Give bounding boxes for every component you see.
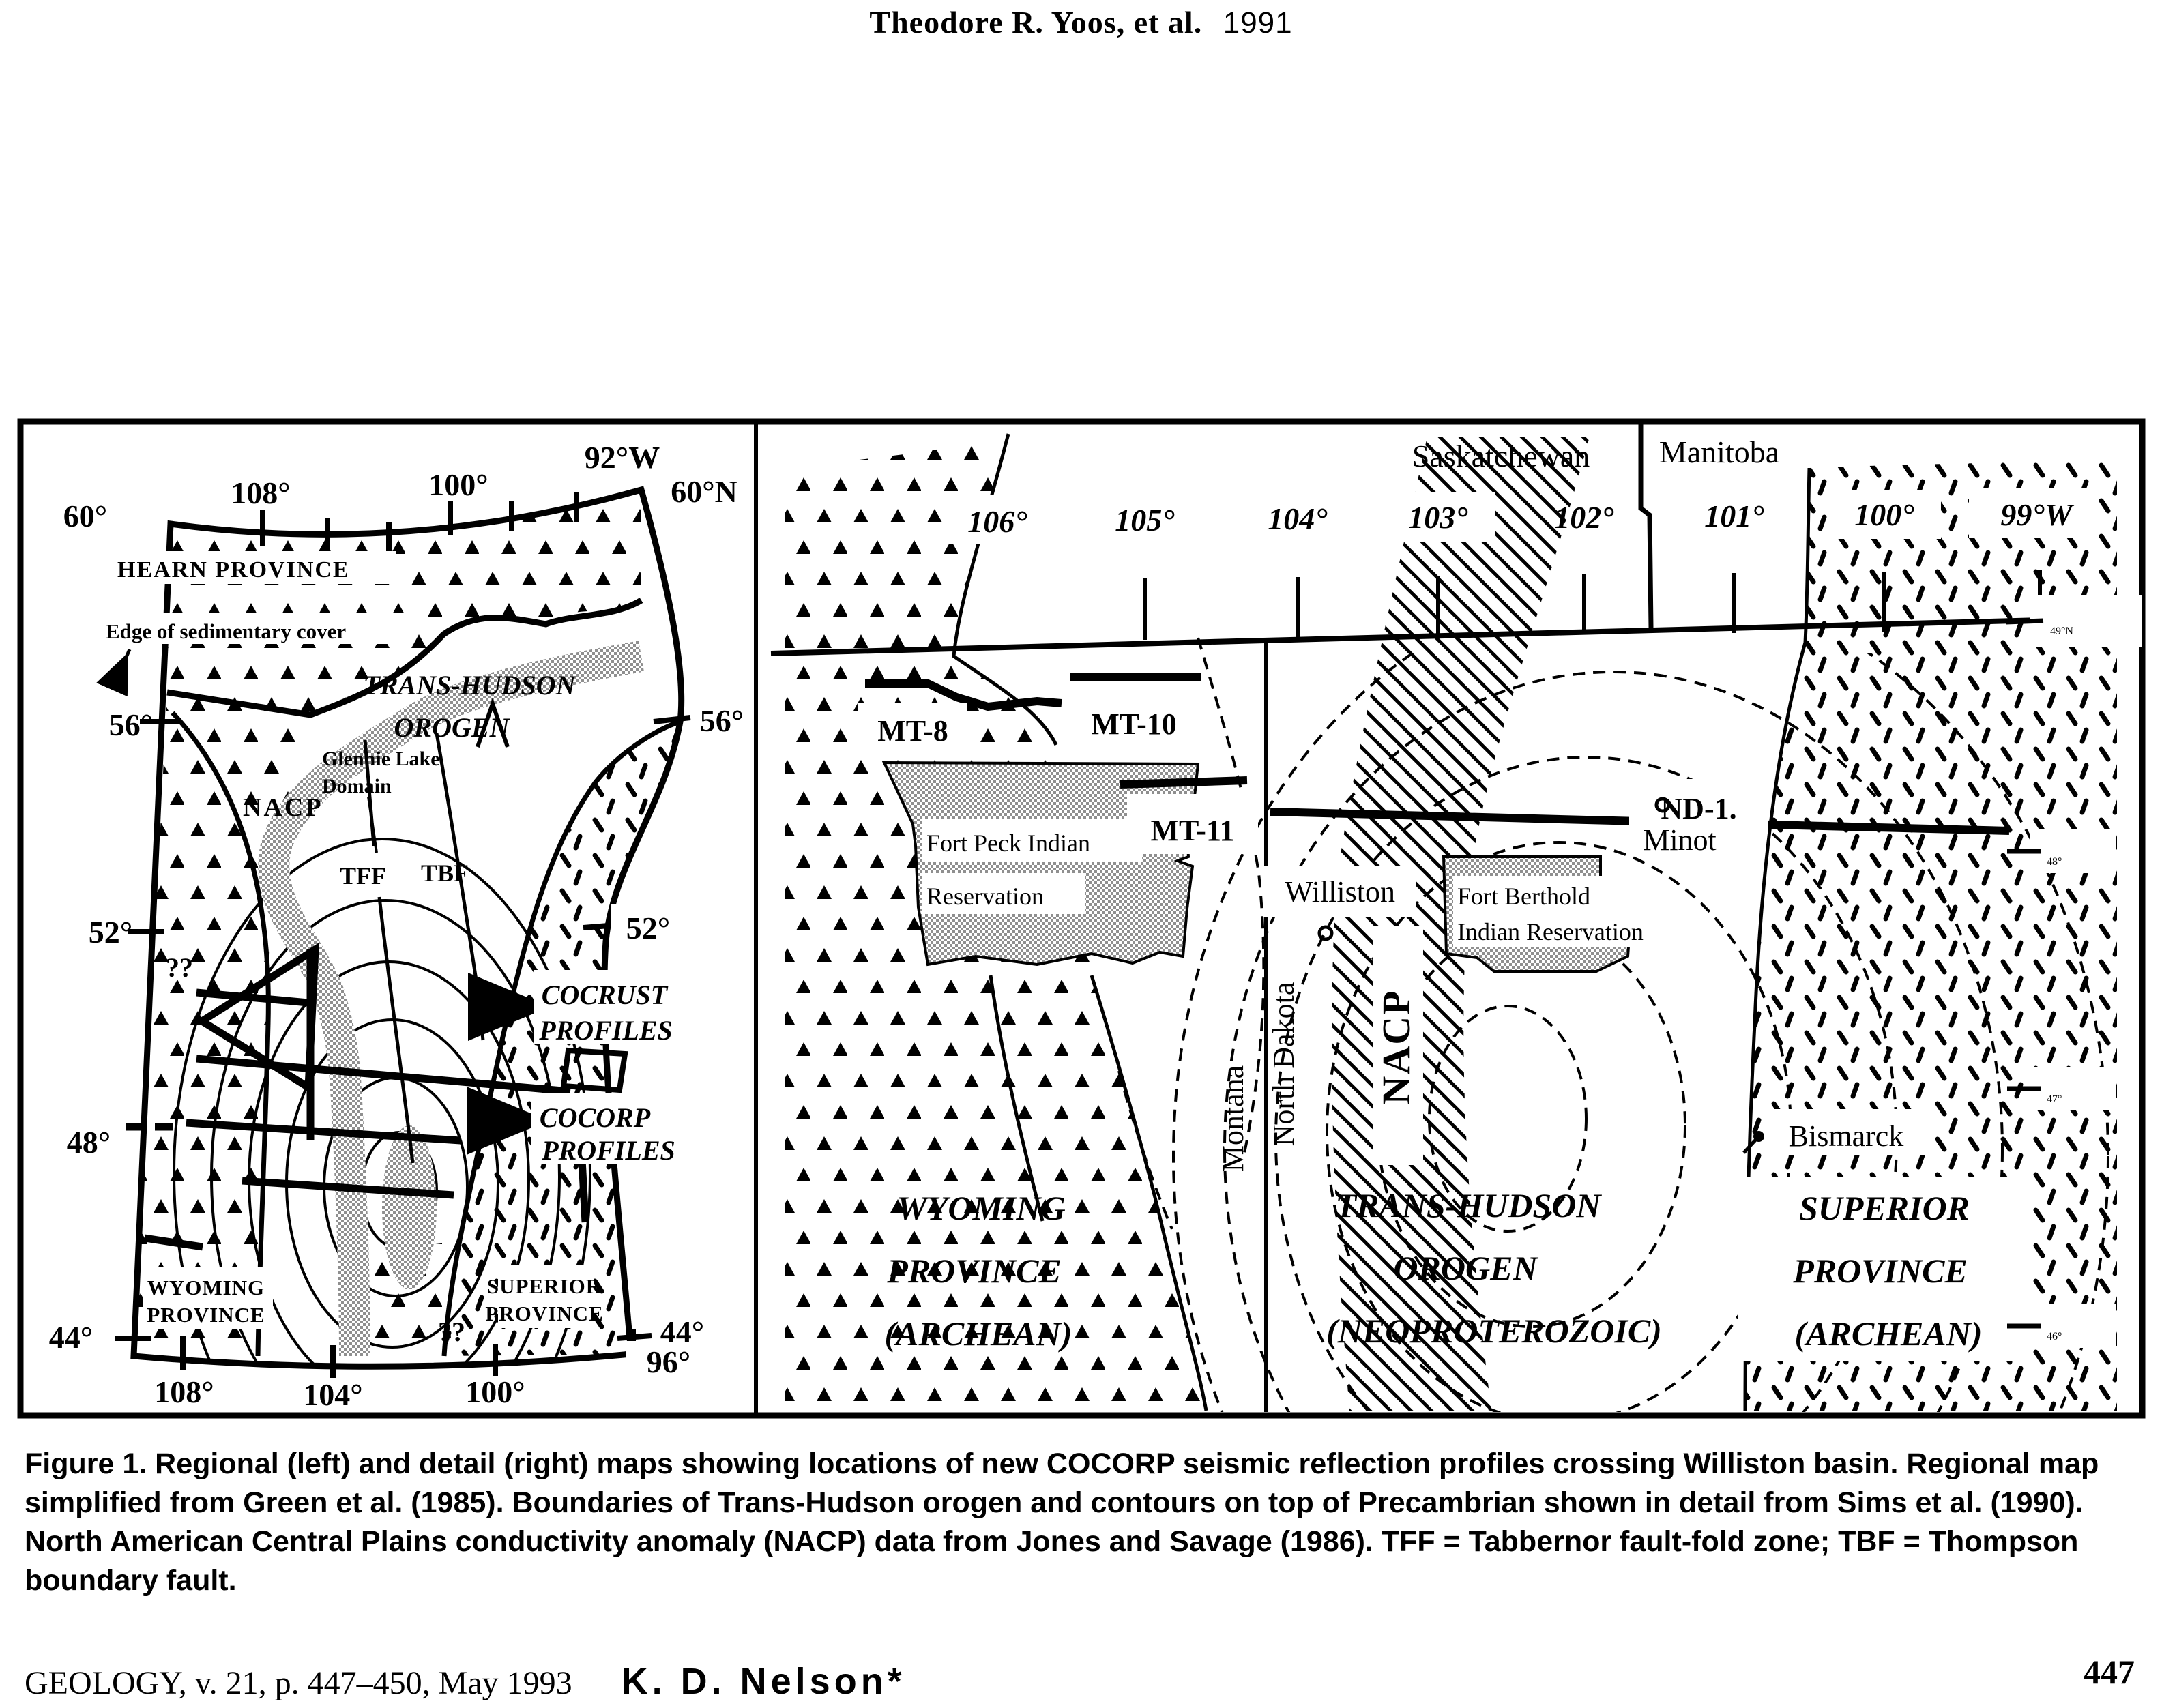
left-lat-52-e: 52° xyxy=(626,911,671,945)
montana-label: Montana xyxy=(1216,1065,1250,1173)
trans-hudson-province-3: (NEOPROTEROZOIC) xyxy=(1326,1312,1662,1350)
trans-hudson-label-2: OROGEN xyxy=(394,712,510,743)
wyoming-province-2: PROVINCE xyxy=(887,1252,1062,1290)
lon-105: 105° xyxy=(1115,503,1175,538)
lon-104: 104° xyxy=(1268,501,1328,536)
left-lon-100-top: 100° xyxy=(428,467,488,502)
lon-106: 106° xyxy=(967,504,1027,539)
minot-label: Minot xyxy=(1643,823,1717,857)
superior-label-left-1: SUPERIOR xyxy=(486,1274,602,1298)
left-lon-96-bot: 96° xyxy=(646,1344,691,1379)
cocrust-label-1: COCRUST xyxy=(541,980,668,1010)
left-lon-92w: 92°W xyxy=(584,440,660,475)
fort-berthold-label-1: Fort Berthold xyxy=(1457,883,1590,910)
mt8-label: MT-8 xyxy=(877,714,948,748)
wyoming-province-1: WYOMING xyxy=(896,1189,1066,1227)
cocorp-label-1: COCORP xyxy=(539,1102,651,1133)
band-blob xyxy=(382,1125,437,1289)
lon-101: 101° xyxy=(1704,499,1764,533)
nacp-label-right: NACP xyxy=(1374,989,1418,1105)
tff-label: TFF xyxy=(340,862,386,889)
left-lat-52-w: 52° xyxy=(88,915,133,949)
left-lat-56-e: 56° xyxy=(699,703,744,738)
running-head-year: 1991 xyxy=(1223,6,1293,40)
superior-province-1: SUPERIOR xyxy=(1798,1189,1970,1227)
hearn-province-label: HEARN PROVINCE xyxy=(117,557,350,583)
lon-100: 100° xyxy=(1854,497,1914,532)
mt11-label: MT-11 xyxy=(1150,814,1235,847)
caption-line-3: North American Central Plains conductivity anomaly (NACP) data from Jones and Savage (1986). TFF = Tabbernor fault-fold zone; TBF = Thompson xyxy=(25,1525,2079,1558)
left-lon-104-bot: 104° xyxy=(303,1377,363,1412)
left-lon-100-bot: 100° xyxy=(465,1374,525,1409)
journal-citation: GEOLOGY, v. 21, p. 447–450, May 1993 xyxy=(25,1665,572,1701)
manitoba-label: Manitoba xyxy=(1659,435,1780,469)
left-lat-48-w: 48° xyxy=(66,1125,111,1160)
caption-line-2: simplified from Green et al. (1985). Boundaries of Trans-Hudson orogen and contours on top of Precambrian shown in detail from Sims et al. (1990). xyxy=(25,1486,2084,1519)
saskatchewan-label: Saskatchewan xyxy=(1412,439,1590,473)
nacp-label-left: NACP xyxy=(243,793,323,822)
glennie-lake-label-2: Domain xyxy=(322,775,392,797)
fort-peck-label-2: Reservation xyxy=(926,883,1044,910)
superior-province-2: PROVINCE xyxy=(1793,1252,1968,1290)
left-lat-44-w: 44° xyxy=(48,1320,93,1355)
lon-102: 102° xyxy=(1554,500,1614,535)
left-lat-60: 60° xyxy=(63,499,108,533)
query-marks-2: ?? xyxy=(438,1316,465,1347)
fort-berthold-label-2: Indian Reservation xyxy=(1457,918,1644,945)
journal-footer xyxy=(25,1660,2139,1703)
lat-49n: 49°N xyxy=(2050,625,2073,637)
left-lon-108-top: 108° xyxy=(231,475,291,510)
williston-label: Williston xyxy=(1284,875,1396,909)
lon-103: 103° xyxy=(1408,500,1468,535)
query-marks-1: ?? xyxy=(166,952,193,983)
nd1-label: ND-1. xyxy=(1661,792,1737,825)
left-lat-44-e: 44° xyxy=(660,1314,705,1349)
wyoming-label-left-1: WYOMING xyxy=(147,1276,265,1299)
trans-hudson-province-2: OROGEN xyxy=(1393,1249,1538,1287)
left-lat-60n: 60°N xyxy=(671,474,737,509)
caption-line-4: boundary fault. xyxy=(25,1564,237,1597)
trans-hudson-label-1: TRANS-HUDSON xyxy=(363,670,576,701)
wyoming-province-3: (ARCHEAN) xyxy=(884,1314,1072,1353)
cocorp-label-2: PROFILES xyxy=(542,1135,675,1166)
caption-line-1: Figure 1. Regional (left) and detail (right) maps showing locations of new COCORP seismic reflection profiles crossing Williston basin. Regional map xyxy=(25,1447,2099,1480)
lat-46: 46° xyxy=(2047,1331,2062,1342)
wyoming-label-left-2: PROVINCE xyxy=(147,1303,265,1327)
mt10-label: MT-10 xyxy=(1091,707,1177,741)
page-number: 447 xyxy=(2084,1653,2135,1691)
running-head-authors: Theodore R. Yoos, et al. xyxy=(869,5,1203,40)
mt11-line xyxy=(1120,780,1247,784)
left-lon-108-bot: 108° xyxy=(154,1374,214,1409)
trans-hudson-province-1: TRANS-HUDSON xyxy=(1335,1186,1601,1224)
fort-peck-label-1: Fort Peck Indian xyxy=(926,829,1090,857)
superior-province-3: (ARCHEAN) xyxy=(1794,1314,1983,1353)
bismarck-label: Bismarck xyxy=(1788,1119,1904,1153)
tbf-label: TBF xyxy=(420,859,469,887)
superior-label-left-2: PROVINCE xyxy=(485,1301,604,1325)
glennie-lake-label-1: Glennie Lake xyxy=(322,748,440,770)
lat-47: 47° xyxy=(2047,1093,2062,1105)
paper-author: K. D. Nelson* xyxy=(621,1661,906,1702)
lat-48: 48° xyxy=(2047,856,2062,868)
fort-peck-area xyxy=(884,763,1198,965)
north-dakota-label: North Dakota xyxy=(1267,982,1300,1147)
cocrust-label-2: PROFILES xyxy=(539,1015,673,1046)
figure-caption xyxy=(25,1445,2146,1600)
left-lat-56-w: 56° xyxy=(108,707,154,742)
edge-of-cover-label: Edge of sedimentary cover xyxy=(106,619,347,643)
lon-99w: 99°W xyxy=(2000,497,2073,532)
